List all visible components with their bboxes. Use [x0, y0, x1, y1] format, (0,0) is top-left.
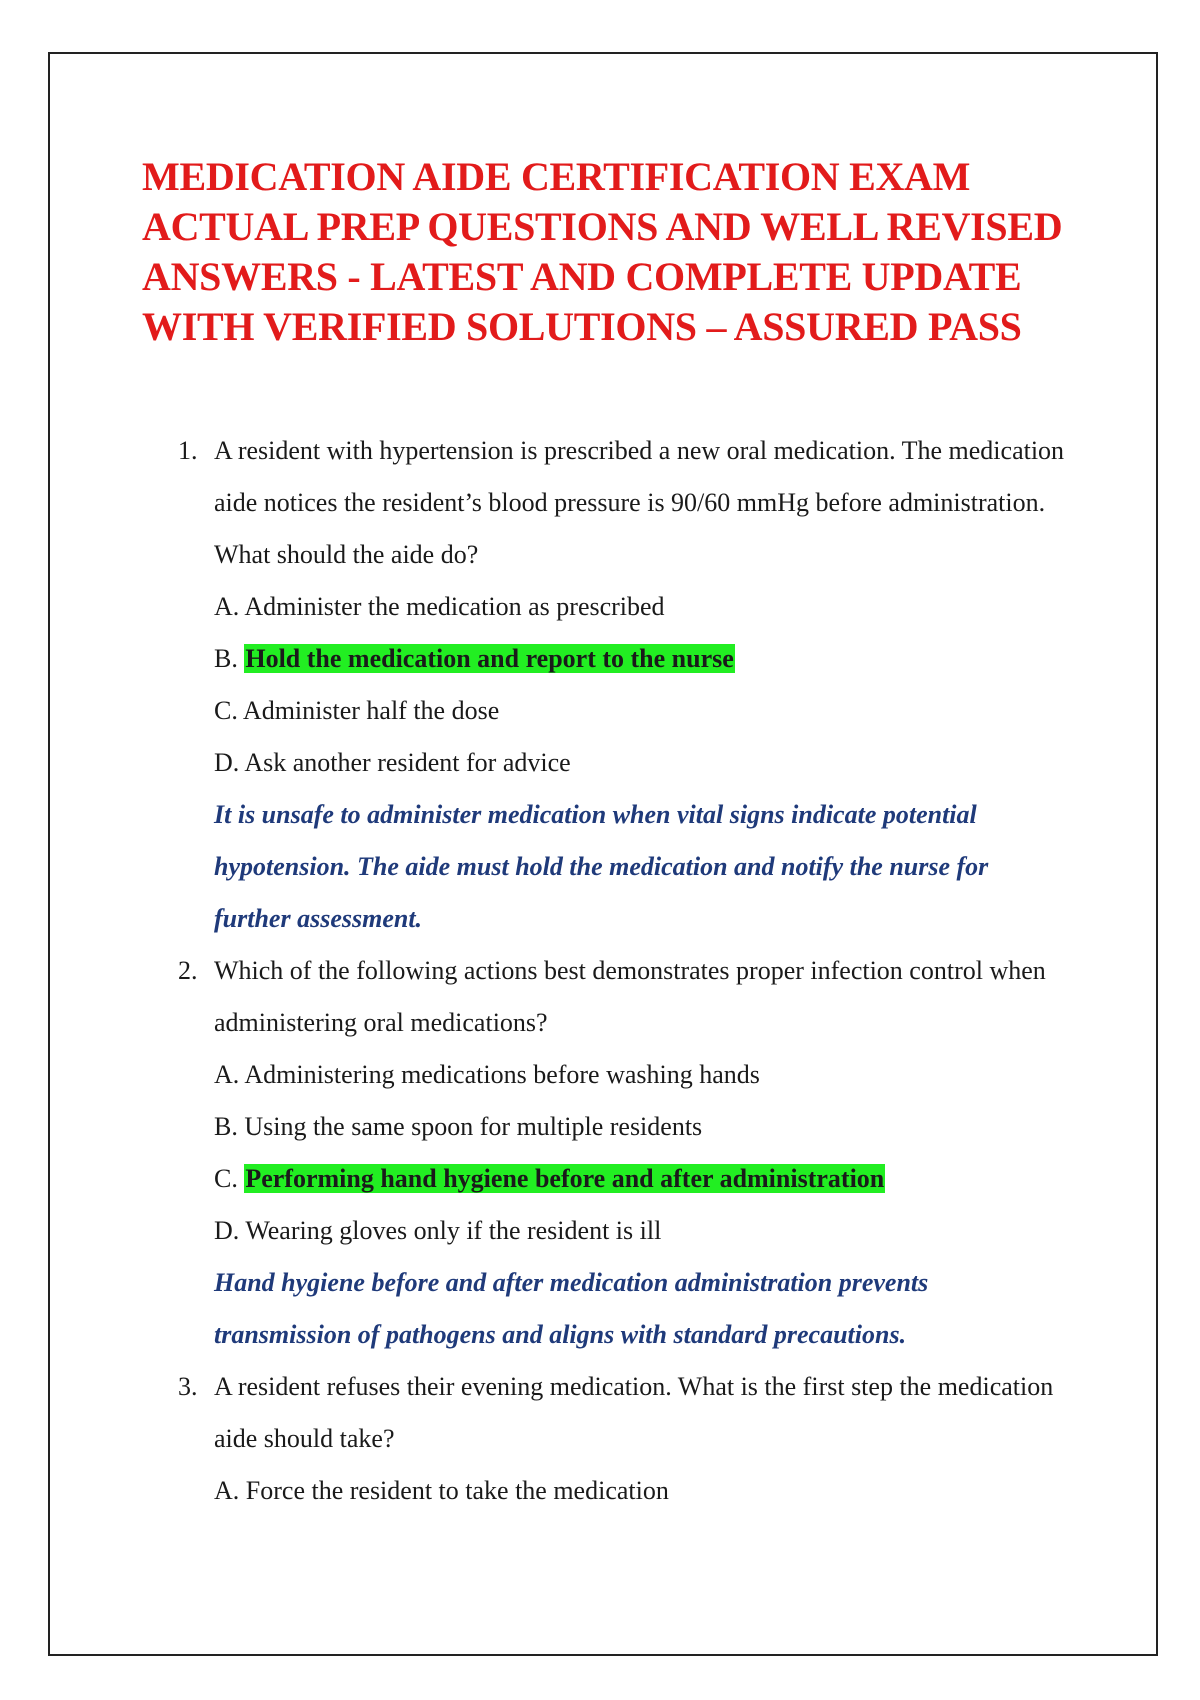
question-list [170, 425, 1070, 1517]
option-text: Wearing gloves only if the resident is ill [245, 1216, 662, 1245]
option-text: Administer half the dose [242, 696, 500, 725]
correct-answer-highlight: Performing hand hygiene before and after administration [245, 1164, 885, 1193]
question-3 [170, 1361, 1070, 1517]
option-letter: A. [214, 1476, 240, 1505]
option-letter: D. [214, 1216, 240, 1245]
question-1 [170, 425, 1070, 945]
question-stem: A resident with hypertension is prescribed a new oral medication. The medication aide notices the resident’s blood pressure is 90/60 mmHg before administration. What should the aide do? [214, 436, 1065, 569]
correct-answer-highlight: Hold the medication and report to the nurse [245, 644, 734, 673]
option-letter: B. [214, 1112, 238, 1141]
question-number: 1. [178, 436, 198, 465]
option-a [214, 581, 1070, 633]
option-letter: A. [214, 1060, 240, 1089]
option-letter: B. [214, 644, 238, 673]
option-b [214, 633, 1070, 685]
option-text: Force the resident to take the medication [245, 1476, 669, 1505]
option-text: Administering medications before washing hands [244, 1060, 760, 1089]
answer-rationale: It is unsafe to administer medication when vital signs indicate potential hypotension. The aide must hold the medication and notify the nurse for further assessment. [214, 800, 989, 933]
question-stem: A resident refuses their evening medication. What is the first step the medication aide should take? [214, 1372, 1054, 1453]
question-number: 2. [178, 956, 198, 985]
question-2 [170, 945, 1070, 1361]
document-title: MEDICATION AIDE CERTIFICATION EXAM ACTUAL PREP QUESTIONS AND WELL REVISED ANSWERS - LATEST AND COMPLETE UPDATE WITH VERIFIED SOLUTIONS – ASSURED PASS [142, 154, 1063, 349]
option-text: Administer the medication as prescribed [244, 592, 665, 621]
answer-rationale: Hand hygiene before and after medication administration prevents transmission of pathogens and aligns with standard precautions. [214, 1268, 929, 1349]
option-list [214, 581, 1070, 789]
option-letter: A. [214, 592, 240, 621]
option-list [214, 1465, 1070, 1517]
option-b [214, 1101, 1070, 1153]
option-a [214, 1465, 1070, 1517]
option-c [214, 685, 1070, 737]
question-number: 3. [178, 1372, 198, 1401]
option-text: Using the same spoon for multiple residents [244, 1112, 703, 1141]
option-c [214, 1153, 1070, 1205]
option-a [214, 1049, 1070, 1101]
question-stem: Which of the following actions best demonstrates proper infection control when administering oral medications? [214, 956, 1046, 1037]
option-letter: C. [214, 1164, 238, 1193]
option-d [214, 737, 1070, 789]
option-d [214, 1205, 1070, 1257]
option-text: Ask another resident for advice [244, 748, 571, 777]
option-letter: C. [214, 696, 238, 725]
option-letter: D. [214, 748, 240, 777]
option-list [214, 1049, 1070, 1257]
